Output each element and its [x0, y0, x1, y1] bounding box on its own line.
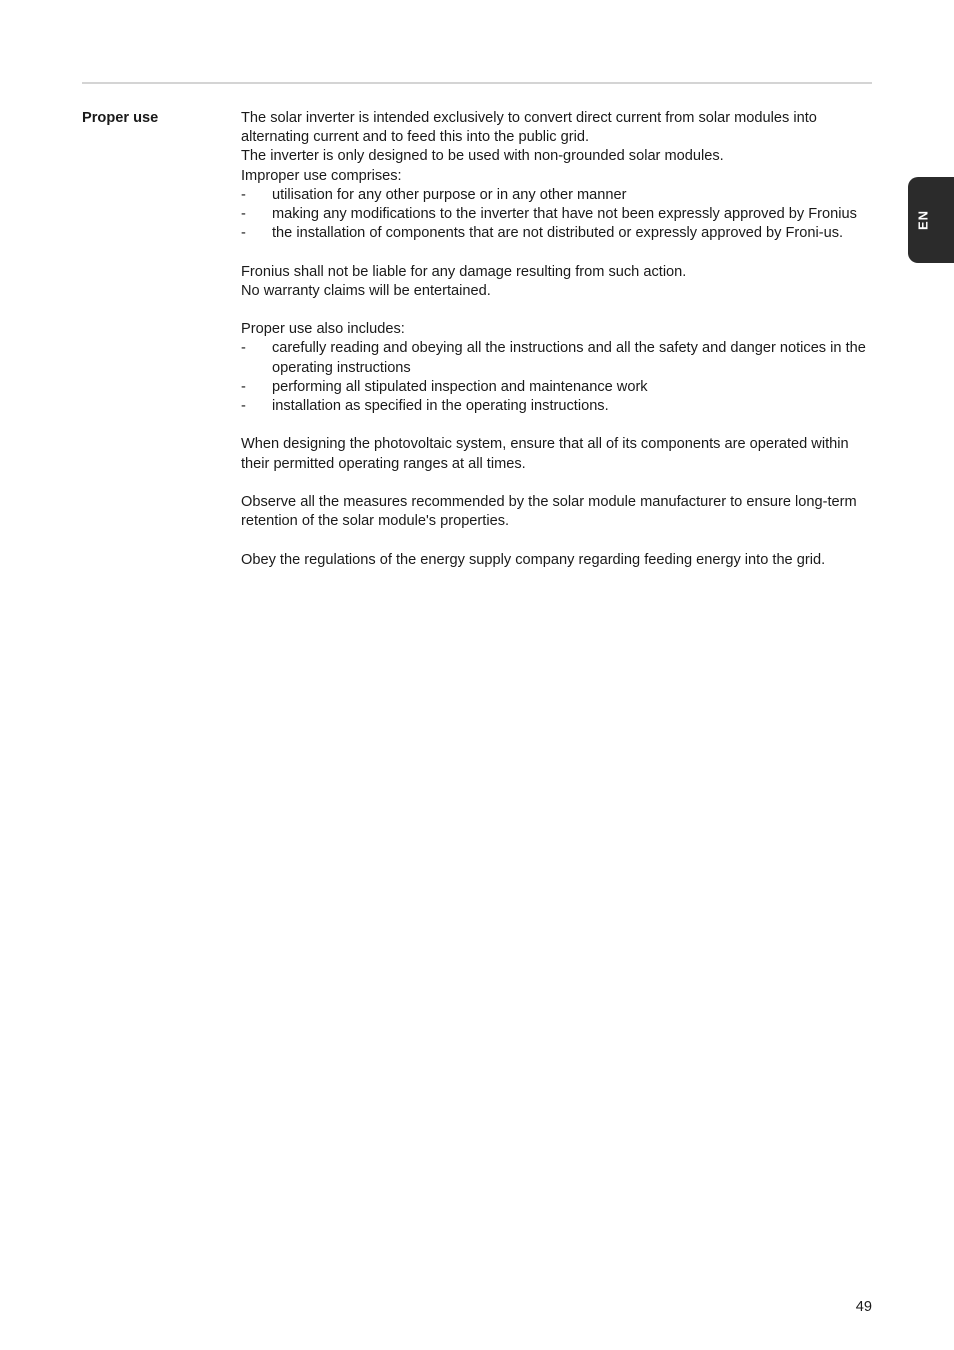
paragraph: No warranty claims will be entertained. — [241, 282, 491, 299]
paragraph: Fronius shall not be liable for any damage resulting from such action. — [241, 263, 687, 280]
page-number: 49 — [855, 1299, 872, 1315]
list-item-text: the installation of components that are not distributed or expressly approved by Froni-us. — [272, 225, 844, 242]
paragraph: Observe all the measures recommended by the solar module manufacturer to ensure long-term retention of the solar module's properties. — [241, 494, 857, 530]
body-text — [241, 109, 873, 570]
bullet-dash: - — [241, 225, 246, 242]
bullet-dash: - — [241, 340, 246, 357]
list-item — [241, 339, 873, 377]
paragraph: Obey the regulations of the energy supply company regarding feeding energy into the grid. — [241, 551, 826, 568]
list-item — [241, 397, 873, 416]
list-item-text: carefully reading and obeying all the instructions and all the safety and danger notices in the operating instructions — [272, 340, 866, 376]
header-divider — [82, 82, 872, 84]
bullet-dash: - — [241, 398, 246, 415]
list-item-text: installation as specified in the operating instructions. — [272, 398, 609, 415]
language-tab-label: EN — [915, 209, 931, 231]
list-item — [241, 224, 873, 243]
bullet-dash: - — [241, 378, 246, 395]
list-item — [241, 378, 873, 397]
list-item — [241, 186, 873, 205]
list-item-text: utilisation for any other purpose or in any other manner — [272, 186, 627, 203]
bullet-dash: - — [241, 186, 246, 203]
paragraph: When designing the photovoltaic system, ensure that all of its components are operated within their permitted operating ranges at all times. — [241, 436, 849, 472]
paragraph: Improper use comprises: — [241, 167, 402, 184]
list-item-text: making any modifications to the inverter that have not been expressly approved by Fronius — [272, 206, 857, 223]
list-item — [241, 205, 873, 224]
paragraph: The solar inverter is intended exclusively to convert direct current from solar modules into alternating current and to feed this into the public grid. — [241, 110, 817, 146]
list-item-text: performing all stipulated inspection and maintenance work — [272, 378, 648, 395]
bullet-dash: - — [241, 206, 246, 223]
section-heading: Proper use — [82, 110, 159, 126]
paragraph: The inverter is only designed to be used with non-grounded solar modules. — [241, 148, 724, 165]
paragraph: Proper use also includes: — [241, 321, 405, 338]
language-tab — [908, 177, 954, 263]
